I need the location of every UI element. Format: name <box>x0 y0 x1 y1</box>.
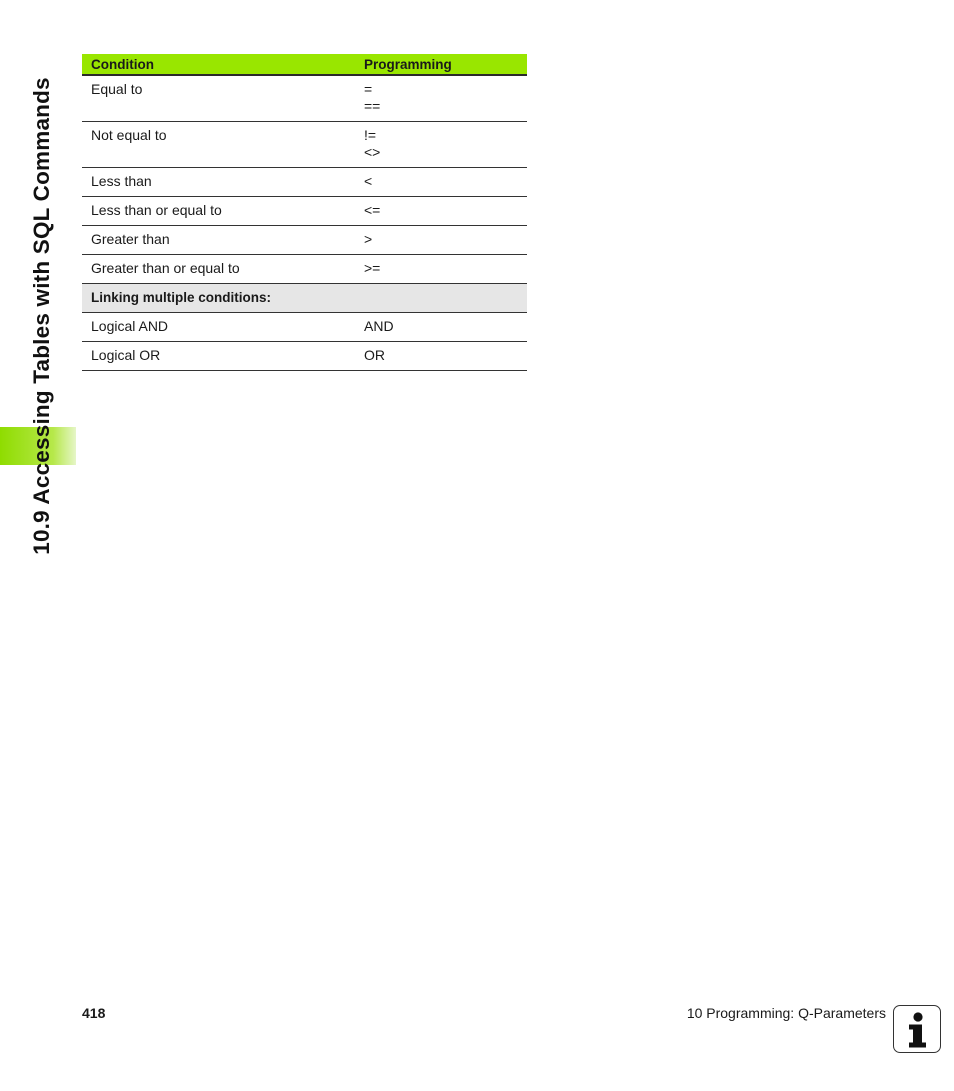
info-icon <box>893 1005 941 1053</box>
table-row <box>82 197 527 226</box>
table-row <box>82 122 527 168</box>
condition-cell: Logical OR <box>82 342 355 371</box>
condition-cell: Not equal to <box>82 122 355 168</box>
condition-cell: Greater than <box>82 226 355 255</box>
operator: <> <box>364 144 381 160</box>
operator: < <box>364 173 373 189</box>
programming-cell <box>355 122 527 168</box>
programming-cell <box>355 313 527 342</box>
section-heading-empty <box>355 284 527 313</box>
table-row <box>82 342 527 371</box>
programming-cell <box>355 342 527 371</box>
programming-cell <box>355 226 527 255</box>
operator: != <box>364 127 377 143</box>
operator: OR <box>364 347 385 363</box>
programming-cell <box>355 168 527 197</box>
page-number: 418 <box>82 1005 106 1021</box>
condition-cell: Less than or equal to <box>82 197 355 226</box>
programming-cell <box>355 255 527 284</box>
table-row <box>82 255 527 284</box>
table-row <box>82 313 527 342</box>
section-title-text: 10.9 Accessing Tables with SQL Commands <box>29 77 54 555</box>
table-row <box>82 168 527 197</box>
header-condition: Condition <box>82 54 355 75</box>
chapter-title: 10 Programming: Q-Parameters <box>686 1005 886 1021</box>
header-programming: Programming <box>355 54 527 75</box>
operator: = <box>364 81 373 97</box>
operator: AND <box>364 318 394 334</box>
condition-cell: Equal to <box>82 75 355 122</box>
table-row <box>82 226 527 255</box>
programming-cell <box>355 75 527 122</box>
operator: <= <box>364 202 381 218</box>
sql-conditions-table <box>82 54 527 371</box>
condition-cell: Greater than or equal to <box>82 255 355 284</box>
operator: >= <box>364 260 381 276</box>
programming-cell <box>355 197 527 226</box>
table-row <box>82 75 527 122</box>
condition-cell: Less than <box>82 168 355 197</box>
condition-cell: Logical AND <box>82 313 355 342</box>
info-glyph <box>894 1006 939 1051</box>
table-header-row <box>82 54 527 75</box>
table-section-row <box>82 284 527 313</box>
section-heading: Linking multiple conditions: <box>82 284 355 313</box>
operator: > <box>364 231 373 247</box>
operator: == <box>364 98 381 114</box>
